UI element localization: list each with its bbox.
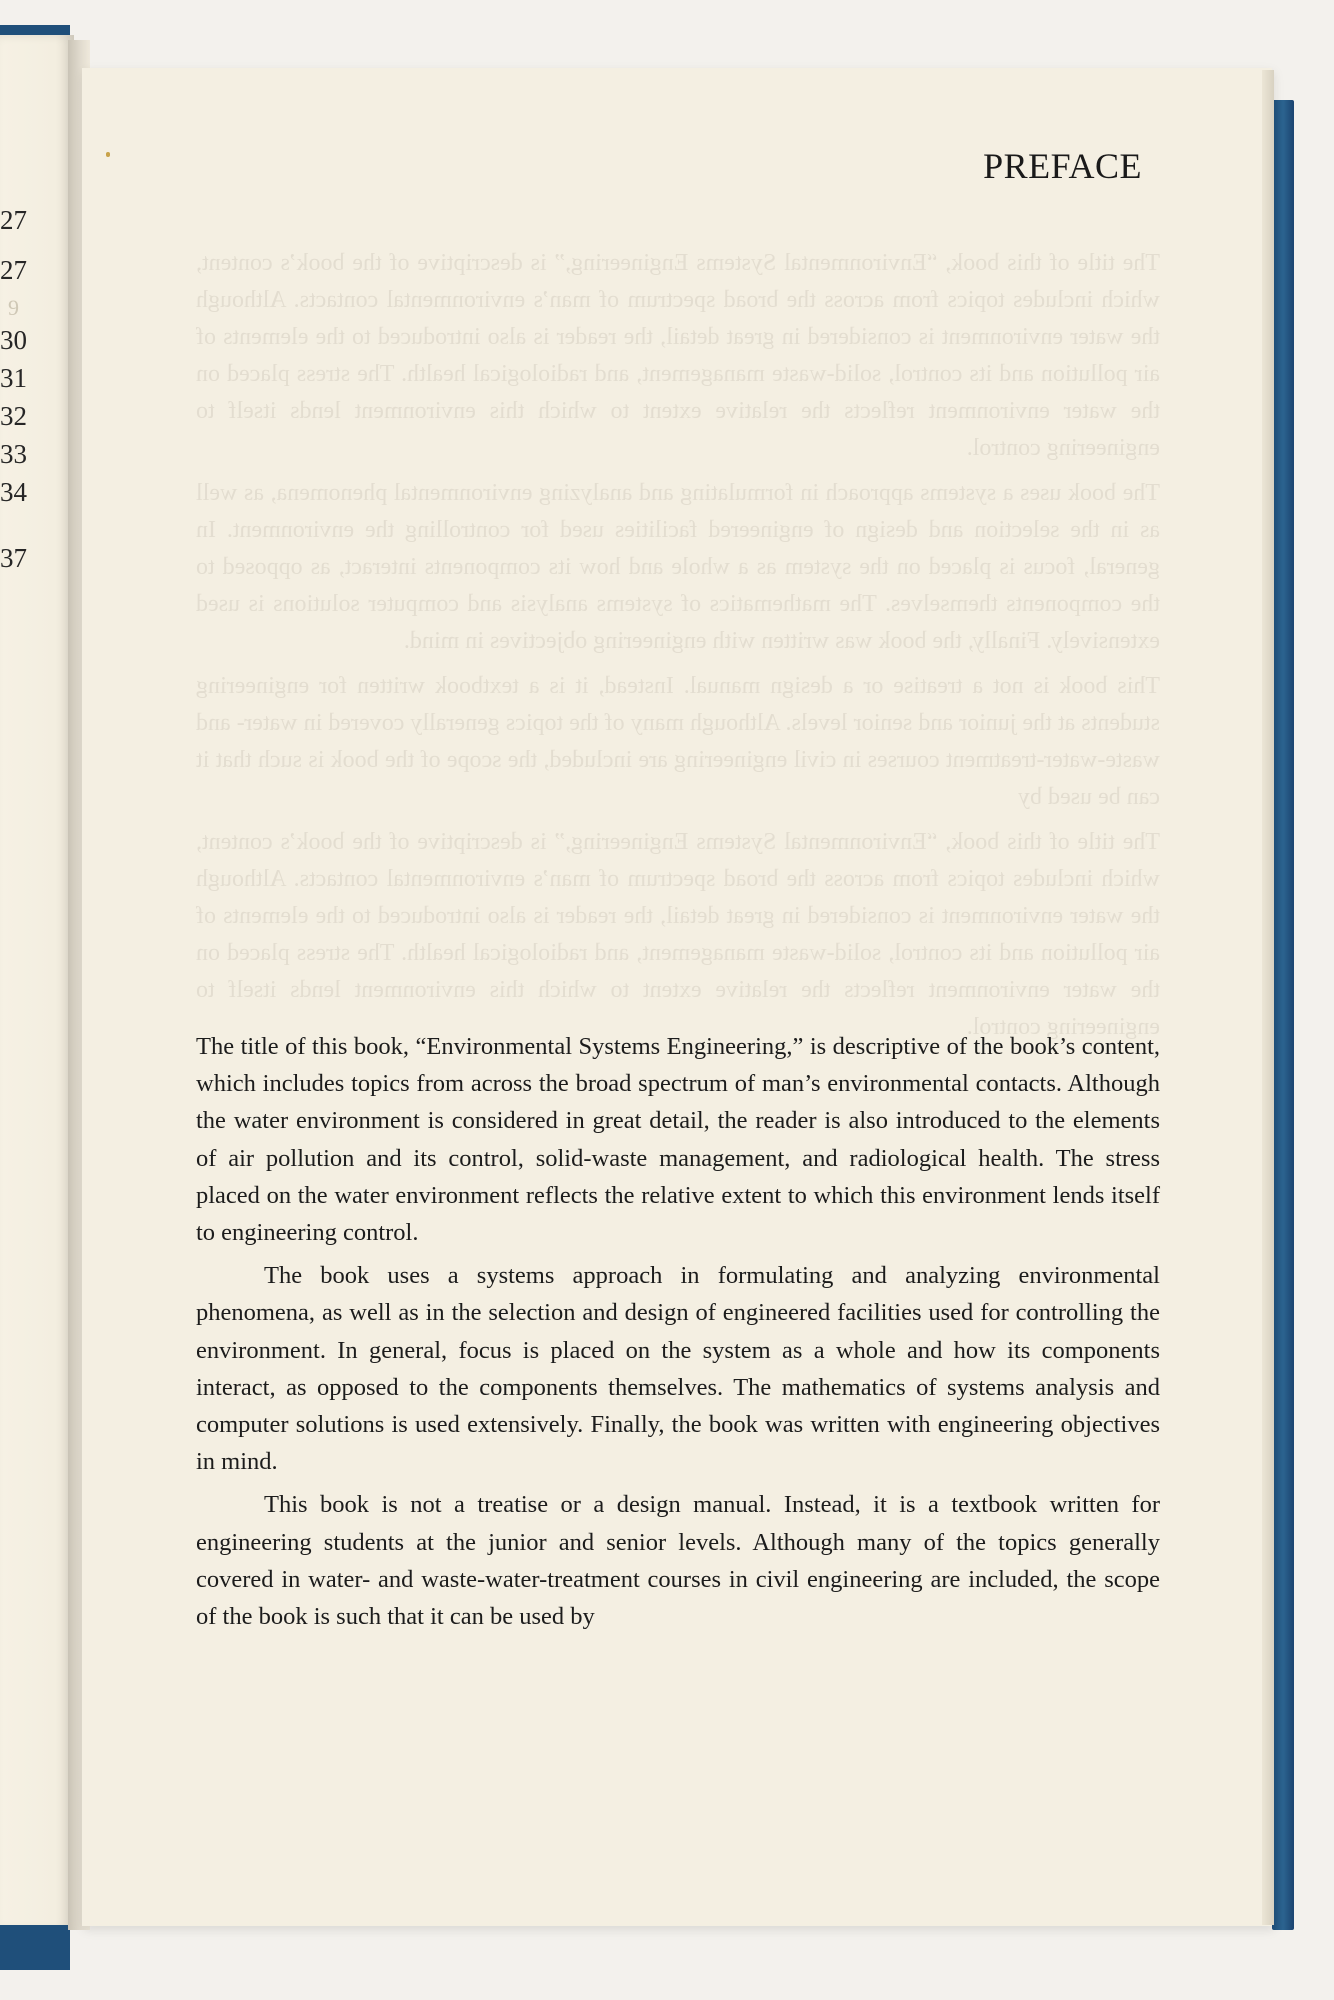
- left-page-number: 33: [0, 439, 27, 469]
- left-page-number: 27: [0, 255, 27, 285]
- left-page-number: 30: [0, 325, 27, 355]
- left-page-number: 37: [0, 543, 27, 573]
- paragraph-3: This book is not a treatise or a design manual. Instead, it is a textbook written for engineering students at the junior and senior levels. Although many of the topics generally covered in water- and waste-water-treatment courses in civil engineering are included, the scope of the book is such that it can be used by: [196, 1491, 1160, 1631]
- left-page-number: 27: [0, 205, 27, 235]
- left-page-number: 34: [0, 477, 27, 507]
- left-page-number: 32: [0, 401, 27, 431]
- left-page-number: 31: [0, 363, 27, 393]
- page-heading: PREFACE: [983, 146, 1142, 186]
- show-through-paragraph: The title of this book, “Environmental Systems Engineering,” is descriptive of the book’s content, which includes topics from across the broad spectrum of man’s environmental contacts. Although the water environment is considered in great detail, the reader is also introduced to the elements of air pollution and its control, solid-waste management, and radiological health. The stress placed on the water environment reflects the relative extent to which this environment lends itself to engineering control.: [196, 829, 1160, 1040]
- paragraph-1: The title of this book, “Environmental Systems Engineering,” is descriptive of the book’s content, which includes topics from across the broad spectrum of man’s environmental contacts. Although the water environment is considered in great detail, the reader is also introduced to the elements of air pollution and its control, solid-waste management, and radiological health. The stress placed on the water environment reflects the relative extent to which this environment lends itself to engineering control.: [196, 1033, 1160, 1247]
- left-page-faint-mark: 9: [8, 295, 19, 320]
- page-edge: [1262, 70, 1274, 1925]
- show-through-paragraph: The book uses a systems approach in formulating and analyzing environmental phenomena, as well as in the selection and design of engineered facilities used for controlling the environment. In general, focus is placed on the system as a whole and how its components interact, as opposed to the components themselves. The mathematics of systems analysis and computer solutions is used extensively. Finally, the book was written with engineering objectives in mind.: [196, 480, 1160, 654]
- preface-body: [196, 1028, 1160, 1641]
- page-speck: [106, 152, 110, 157]
- right-cover-edge: [1272, 100, 1294, 1930]
- show-through-paragraph: The title of this book, “Environmental Systems Engineering,” is descriptive of the book’s content, which includes topics from across the broad spectrum of man’s environmental contacts. Although the water environment is considered in great detail, the reader is also introduced to the elements of air pollution and its control, solid-waste management, and radiological health. The stress placed on the water environment reflects the relative extent to which this environment lends itself to engineering control.: [196, 250, 1160, 461]
- left-cover-bottom: [0, 1925, 70, 1970]
- left-page: [0, 35, 74, 1930]
- show-through-paragraph: This book is not a treatise or a design manual. Instead, it is a textbook written for engineering students at the junior and senior levels. Although many of the topics generally covered in water- and waste-water-treatment courses in civil engineering are included, the scope of the book is such that it can be used by: [196, 673, 1160, 810]
- paragraph-2: The book uses a systems approach in formulating and analyzing environmental phenomena, as well as in the selection and design of engineered facilities used for controlling the environment. In general, focus is placed on the system as a whole and how its components interact, as opposed to the components themselves. The mathematics of systems analysis and computer solutions is used extensively. Finally, the book was written with engineering objectives in mind.: [196, 1262, 1160, 1476]
